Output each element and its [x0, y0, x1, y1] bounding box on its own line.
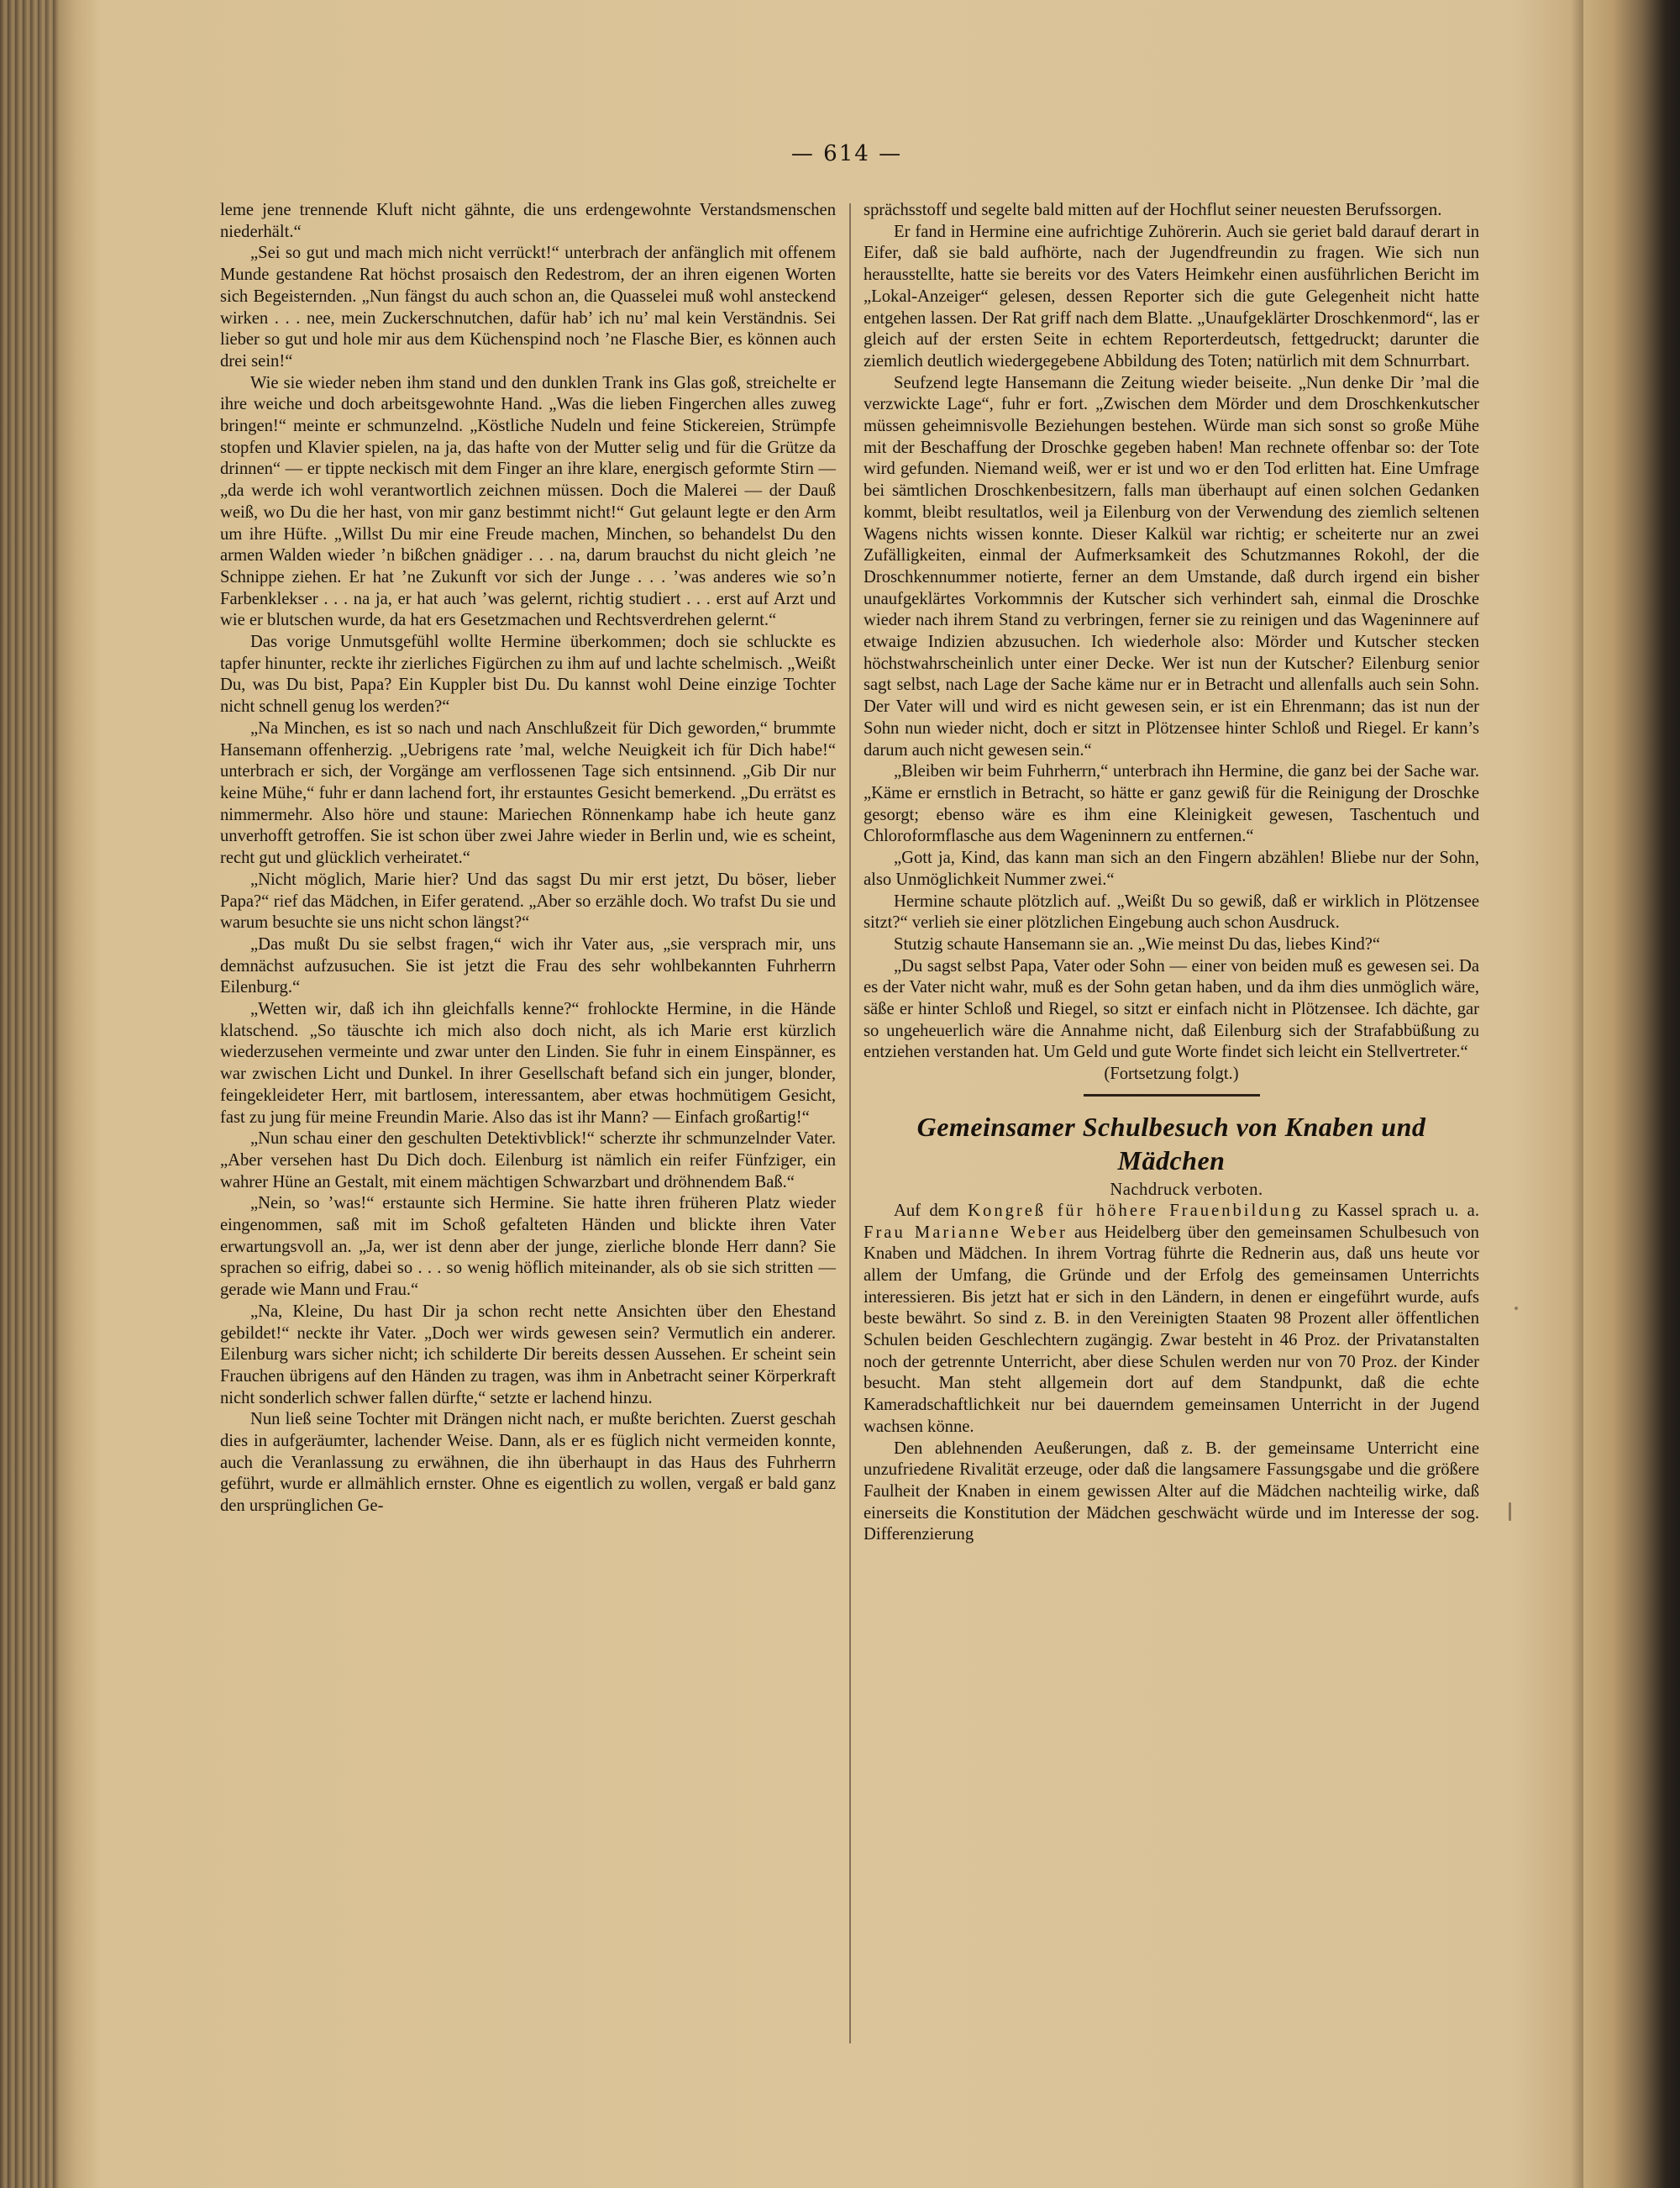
paragraph: leme jene trennende Kluft nicht gähnte, die uns erdengewohnte Verstandsmenschen niederhält.“	[220, 201, 836, 241]
paragraph: „Nicht möglich, Marie hier? Und das sagst Du mir erst jetzt, Du böser, lieber Papa?“ rief das Mädchen, in Eifer geratend. „Aber so erzähle doch. Wo trafst Du sie und warum besuchte sie uns nicht schon längst?“	[220, 870, 836, 933]
article-subtitle: Nachdruck verboten.	[1110, 1180, 1263, 1199]
article-title: Gemeinsamer Schulbesuch von Knaben und Mädchen	[916, 1111, 1426, 1176]
lead-spaced-congress: Kongreß für höhere Frauenbildung	[968, 1201, 1304, 1220]
paragraph: sprächsstoff und segelte bald mitten auf der Hochflut seiner neuesten Berufssorgen.	[864, 201, 1442, 219]
paragraph: Nun ließ seine Tochter mit Drängen nicht nach, er mußte berichten. Zuerst geschah dies in aufgeräumter, lachender Weise. Dann, als er es füglich nicht vermeiden konnte, auch die Veranlassung zu erwähnen, die ihn überhaupt in das Haus des Fuhrherrn geführt, wurde er allmählich ernster. Ohne es eigentlich zu wollen, vergaß er bald ganz den ursprünglichen Ge-	[220, 1410, 836, 1516]
paragraph: Das vorige Unmutsgefühl wollte Hermine überkommen; doch sie schluckte es tapfer hinunter, reckte ihr zierliches Figürchen zu ihm auf und lachte schelmisch. „Weißt Du, was Du bist, Papa? Ein Kuppler bist Du. Du kannst wohl Deine einzige Tochter nicht schnell genug los werden?“	[220, 633, 836, 717]
right-column	[864, 200, 1479, 1546]
continued-note: (Fortsetzung folgt.)	[1104, 1065, 1239, 1084]
paragraph: „Das mußt Du sie selbst fragen,“ wich ihr Vater aus, „sie versprach mir, uns demnächst aufzusuchen. Sie ist jetzt die Frau des sehr wohlbekannten Fuhrherrn Eilenburg.“	[220, 934, 836, 997]
article-paragraph: Den ablehnenden Aeußerungen, daß z. B. der gemeinsame Unterricht eine unzufriedene Rivalität erzeuge, oder daß die langsamere Fassungsgabe und die größere Faulheit der Knaben in einem gewissen Alter auf die Mädchen nachteilig wirke, daß einerseits die Konstitution der Mädchen geschwächt würde und im Interesse der sog. Differenzierung	[864, 1439, 1479, 1544]
lead-spaced-speaker: Frau Marianne Weber	[864, 1223, 1068, 1242]
paragraph: „Na, Kleine, Du hast Dir ja schon recht nette Ansichten über den Ehestand gebildet!“ neckte ihr Vater. „Doch wer wirds gewesen sein? Vermutlich ein anderer. Eilenburg wars sicher nicht; ich schilderte Dir bereits dessen Aussehen. Er scheint sein Frauchen übrigens auf den Händen zu tragen, was ihm in Anbetracht seiner Körperkraft nicht sonderlich schwer fallen dürfte,“ setzte er lachend hinzu.	[220, 1302, 836, 1407]
ink-speck	[1515, 1307, 1518, 1310]
paragraph: „Nun schau einer den geschulten Detektivblick!“ scherzte ihr schmunzelnder Vater. „Aber versehen hast Du Dich doch. Eilenburg ist nämlich ein reifer Fünfziger, ein wahrer Hüne an Gestalt, mit einem mächtigen Schwarzbart und dröhnendem Baß.“	[220, 1129, 836, 1191]
paragraph: „Gott ja, Kind, das kann man sich an den Fingern abzählen! Bliebe nur der Sohn, also Unmöglichkeit Nummer zwei.“	[864, 849, 1479, 889]
lead-text-c: aus Heidelberg über den gemeinsamen Schulbesuch von Knaben und Mädchen. In ihrem Vortrag führte die Rednerin aus, daß uns heute vor allem der Umfang, die Gründe und der Erfolg des gemeinsamen Unterrichts interessieren. Bis jetzt hat er sich in den Ländern, in denen er eingeführt wurde, aufs beste bewährt. So sind z. B. in den Vereinigten Staaten 98 Prozent aller öffentlichen Schulen beiden Geschlechtern zugängig. Zwar besteht in 46 Proz. der Privatanstalten noch der getrennte Unterricht, aber diese Schulen werden nur von 70 Proz. der Kinder besucht. Man steht allgemein dort auf dem Standpunkt, daß die echte Kameradschaftlichkeit nur bei dauerndem gemeinsamen Unterricht in der Jugend wachsen könne.	[864, 1223, 1479, 1436]
paragraph: Seufzend legte Hansemann die Zeitung wieder beiseite. „Nun denke Dir ’mal die verzwickte Lage“, fuhr er fort. „Zwischen dem Mörder und dem Droschkenkutscher müssen geheimnisvolle Beziehungen bestehen. Würde man sich sonst so große Mühe mit der Beschaffung der Droschke gegeben haben! Man rechnete offenbar so: der Tote wird gefunden. Niemand weiß, wer er ist und wo er den Tod erlitten hat. Eine Umfrage bei sämtlichen Droschkenbesitzern, falls man überhaupt auf einen solchen Gedanken kommt, bleibt resultatlos, weil ja Eilenburg von der Verwendung des ziemlich seltenen Wagens nichts wissen konnte. Dieser Kalkül war richtig; er scheiterte nur an zwei Zufälligkeiten, einmal der Aufmerksamkeit des Schutzmannes Rokohl, der die Droschkennummer notierte, ferner an dem Umstande, daß durch irgend ein bisher unaufgeklärtes Vorkommnis der Kutscher sich verhindert sah, einmal die Droschke wieder nach ihrem Stand zu verbringen, ferner sie zu reinigen und das Wageninnere auf etwaige Indizien abzusuchen. Ich wiederhole also: Mörder und Kutscher stecken höchstwahrscheinlich unter einer Decke. Wer ist nun der Kutscher? Eilenburg senior sagt selbst, nach Lage der Sache käme nur er in Betracht und allenfalls auch sein Sohn. Der Vater will und wird es nicht gewesen sein, er ist ein Ehrenmann; das ist nun der Sohn nun wieder nicht, doch er sitzt in Plötzensee hinter Schloß und Riegel. Er kann’s darum auch nicht gewesen sein.“	[864, 373, 1479, 760]
ink-speck	[1509, 1502, 1511, 1521]
section-divider	[1084, 1094, 1260, 1097]
paragraph: „Nein, so ’was!“ erstaunte sich Hermine. Sie hatte ihren früheren Platz wieder eingenommen, saß mit im Schoß gefalteten Händen und blickte ihren Vater erwartungsvoll an. „Ja, wer ist denn aber der junge, zierliche blonde Herr dann? Sie sprachen so eifrig, dabei so . . . so wenig höflich miteinander, als ob sie sich stritten — gerade wie Mann und Frau.“	[220, 1194, 836, 1300]
lead-text-a: Auf dem	[894, 1201, 959, 1220]
book-page-edges-left	[0, 0, 59, 2188]
column-rule	[849, 203, 851, 2043]
paragraph: „Na Minchen, es ist so nach und nach Anschlußzeit für Dich geworden,“ brummte Hansemann offenherzig. „Uebrigens rate ’mal, welche Neuigkeit ich für Dich habe!“ unterbrach er sich, der Vorgänge am verflossenen Tage sich entsinnend. „Gib Dir nur keine Mühe,“ fuhr er dann lachend fort, ihr erstauntes Gesicht bemerkend. „Du errätst es nimmermehr. Also höre und staune: Mariechen Rönnenkamp habe ich heute ganz unverhofft getroffen. Sie ist schon über zwei Jahre wieder in Berlin und, wie es scheint, recht gut und glücklich verheiratet.“	[220, 718, 836, 868]
book-spine-right	[1583, 0, 1680, 2188]
paragraph: Stutzig schaute Hansemann sie an. „Wie meinst Du das, liebes Kind?“	[894, 934, 1381, 954]
paragraph: „Sei so gut und mach mich nicht verrückt!“ unterbrach der anfänglich mit offenem Munde gestandene Rat höchst prosaisch den Redestrom, der an ihren eigenen Worten sich Begeisternden. „Nun fängst du auch schon an, die Quasselei muß wohl ansteckend wirken . . . nee, mein Zuckerschnutchen, dafür hab’ ich nu’ mal kein Verständnis. Sei lieber so gut und hole mir aus dem Küchenspind noch ’ne Flasche Bier, es können auch drei sein!“	[220, 244, 836, 371]
paragraph: „Du sagst selbst Papa, Vater oder Sohn — einer von beiden muß es gewesen sei. Da es der Vater nicht wahr, muß es der Sohn getan haben, und da ihm dies unmöglich wäre, säße er hinter Schloß und Riegel, so sitzt er einfach nicht in Plötzensee. Ich dächte, gar so ungeheuerlich wäre die Annahme nicht, daß Eilenburg sich der Strafabbüßung zu entziehen verstanden hat. Um Geld und gute Worte findet sich leicht ein Stellvertreter.“	[864, 956, 1479, 1062]
page-number: — 614 —	[790, 141, 903, 166]
paragraph: Hermine schaute plötzlich auf. „Weißt Du so gewiß, daß er wirklich in Plötzensee sitzt?“ verlieh sie einer plötzlichen Eingebung auch schon Ausdruck.	[864, 892, 1479, 933]
article-lead-paragraph	[864, 1201, 1479, 1439]
paragraph: Er fand in Hermine eine aufrichtige Zuhörerin. Auch sie geriet bald darauf derart in Eifer, daß sie bald aufhörte, nach der Jugendfreundin zu fragen. Wie sich nun herausstellte, hatte sie bereits vor des Vaters Heimkehr einen ausführlichen Bericht im „Lokal-Anzeiger“ gelesen, dessen Reporter sich die gute Gelegenheit nicht hatte entgehen lassen. Der Rat griff nach dem Blatte. „Unaufgeklärter Droschkenmord“, las er gleich auf der ersten Seite in echtem Reporterdeutsch, fettgedruckt; darunter die ziemlich deutlich wiedergegebene Abbildung des Toten; natürlich mit dem Schnurrbart.	[864, 222, 1479, 371]
lead-text-b: zu Kassel sprach u. a.	[1311, 1201, 1479, 1220]
left-column	[220, 200, 836, 1517]
paragraph: „Wetten wir, daß ich ihn gleichfalls kenne?“ frohlockte Hermine, in die Hände klatschend. „So täuschte ich mich also doch nicht, als ich Marie erst kürzlich wiederzusehen vermeinte und zwar unter den Linden. Sie fuhr in einem Einspänner, es war zwischen Licht und Dunkel. In ihrer Gesellschaft befand sich ein junger, blonder, feingekleideter Herr, mit bartlosem, interessantem, aber etwas hochmütigem Gesicht, fast zu jung für meine Freundin Marie. Also das ist ihr Mann? — Einfach großartig!“	[220, 1000, 836, 1127]
paragraph: Wie sie wieder neben ihm stand und den dunklen Trank ins Glas goß, streichelte er ihre weiche und doch arbeitsgewohnte Hand. „Was die lieben Fingerchen alles zuweg bringen!“ meinte er schmunzelnd. „Köstliche Nudeln und feine Stickereien, Strümpfe stopfen und Klavier spielen, na ja, das hafte von der Mutter selig und für die Grütze da drinnen“ — er tippte neckisch mit dem Finger an ihre klare, energisch geformte Stirn — „da werde ich wohl verantwortlich zeichnen müssen. Doch die Malerei — der Dauß weiß, wo Du die her hast, von mir ganz bestimmt nicht!“ Gut gelaunt legte er den Arm um ihre Hüfte. „Willst Du mir eine Freude machen, Minchen, so behandelst Du den armen Walden wieder ’n bißchen gnädiger . . . na, darum brauchst du nicht gleich ’ne Schnippe ziehen. Er hat ’ne Zukunft vor sich der Junge . . . ’was anderes wie so’n Farbenklekser . . . na ja, er hat auch ’was gelernt, richtig studiert . . . erst auf Arzt und wie er blutschen wurde, da hat ers Gesetzmachen und Rechtsverdrehen gelernt.“	[220, 373, 836, 630]
paragraph: „Bleiben wir beim Fuhrherrn,“ unterbrach ihn Hermine, die ganz bei der Sache war. „Käme er ernstlich in Betracht, so hätte er ganz gewiß für die Reinigung der Droschke gesorgt; ebenso wäre es ihm eine Kleinigkeit gewesen, Taschentuch und Chloroformflasche aus dem Wageninnern zu entfernen.“	[864, 762, 1479, 846]
newspaper-page	[208, 134, 1477, 2067]
